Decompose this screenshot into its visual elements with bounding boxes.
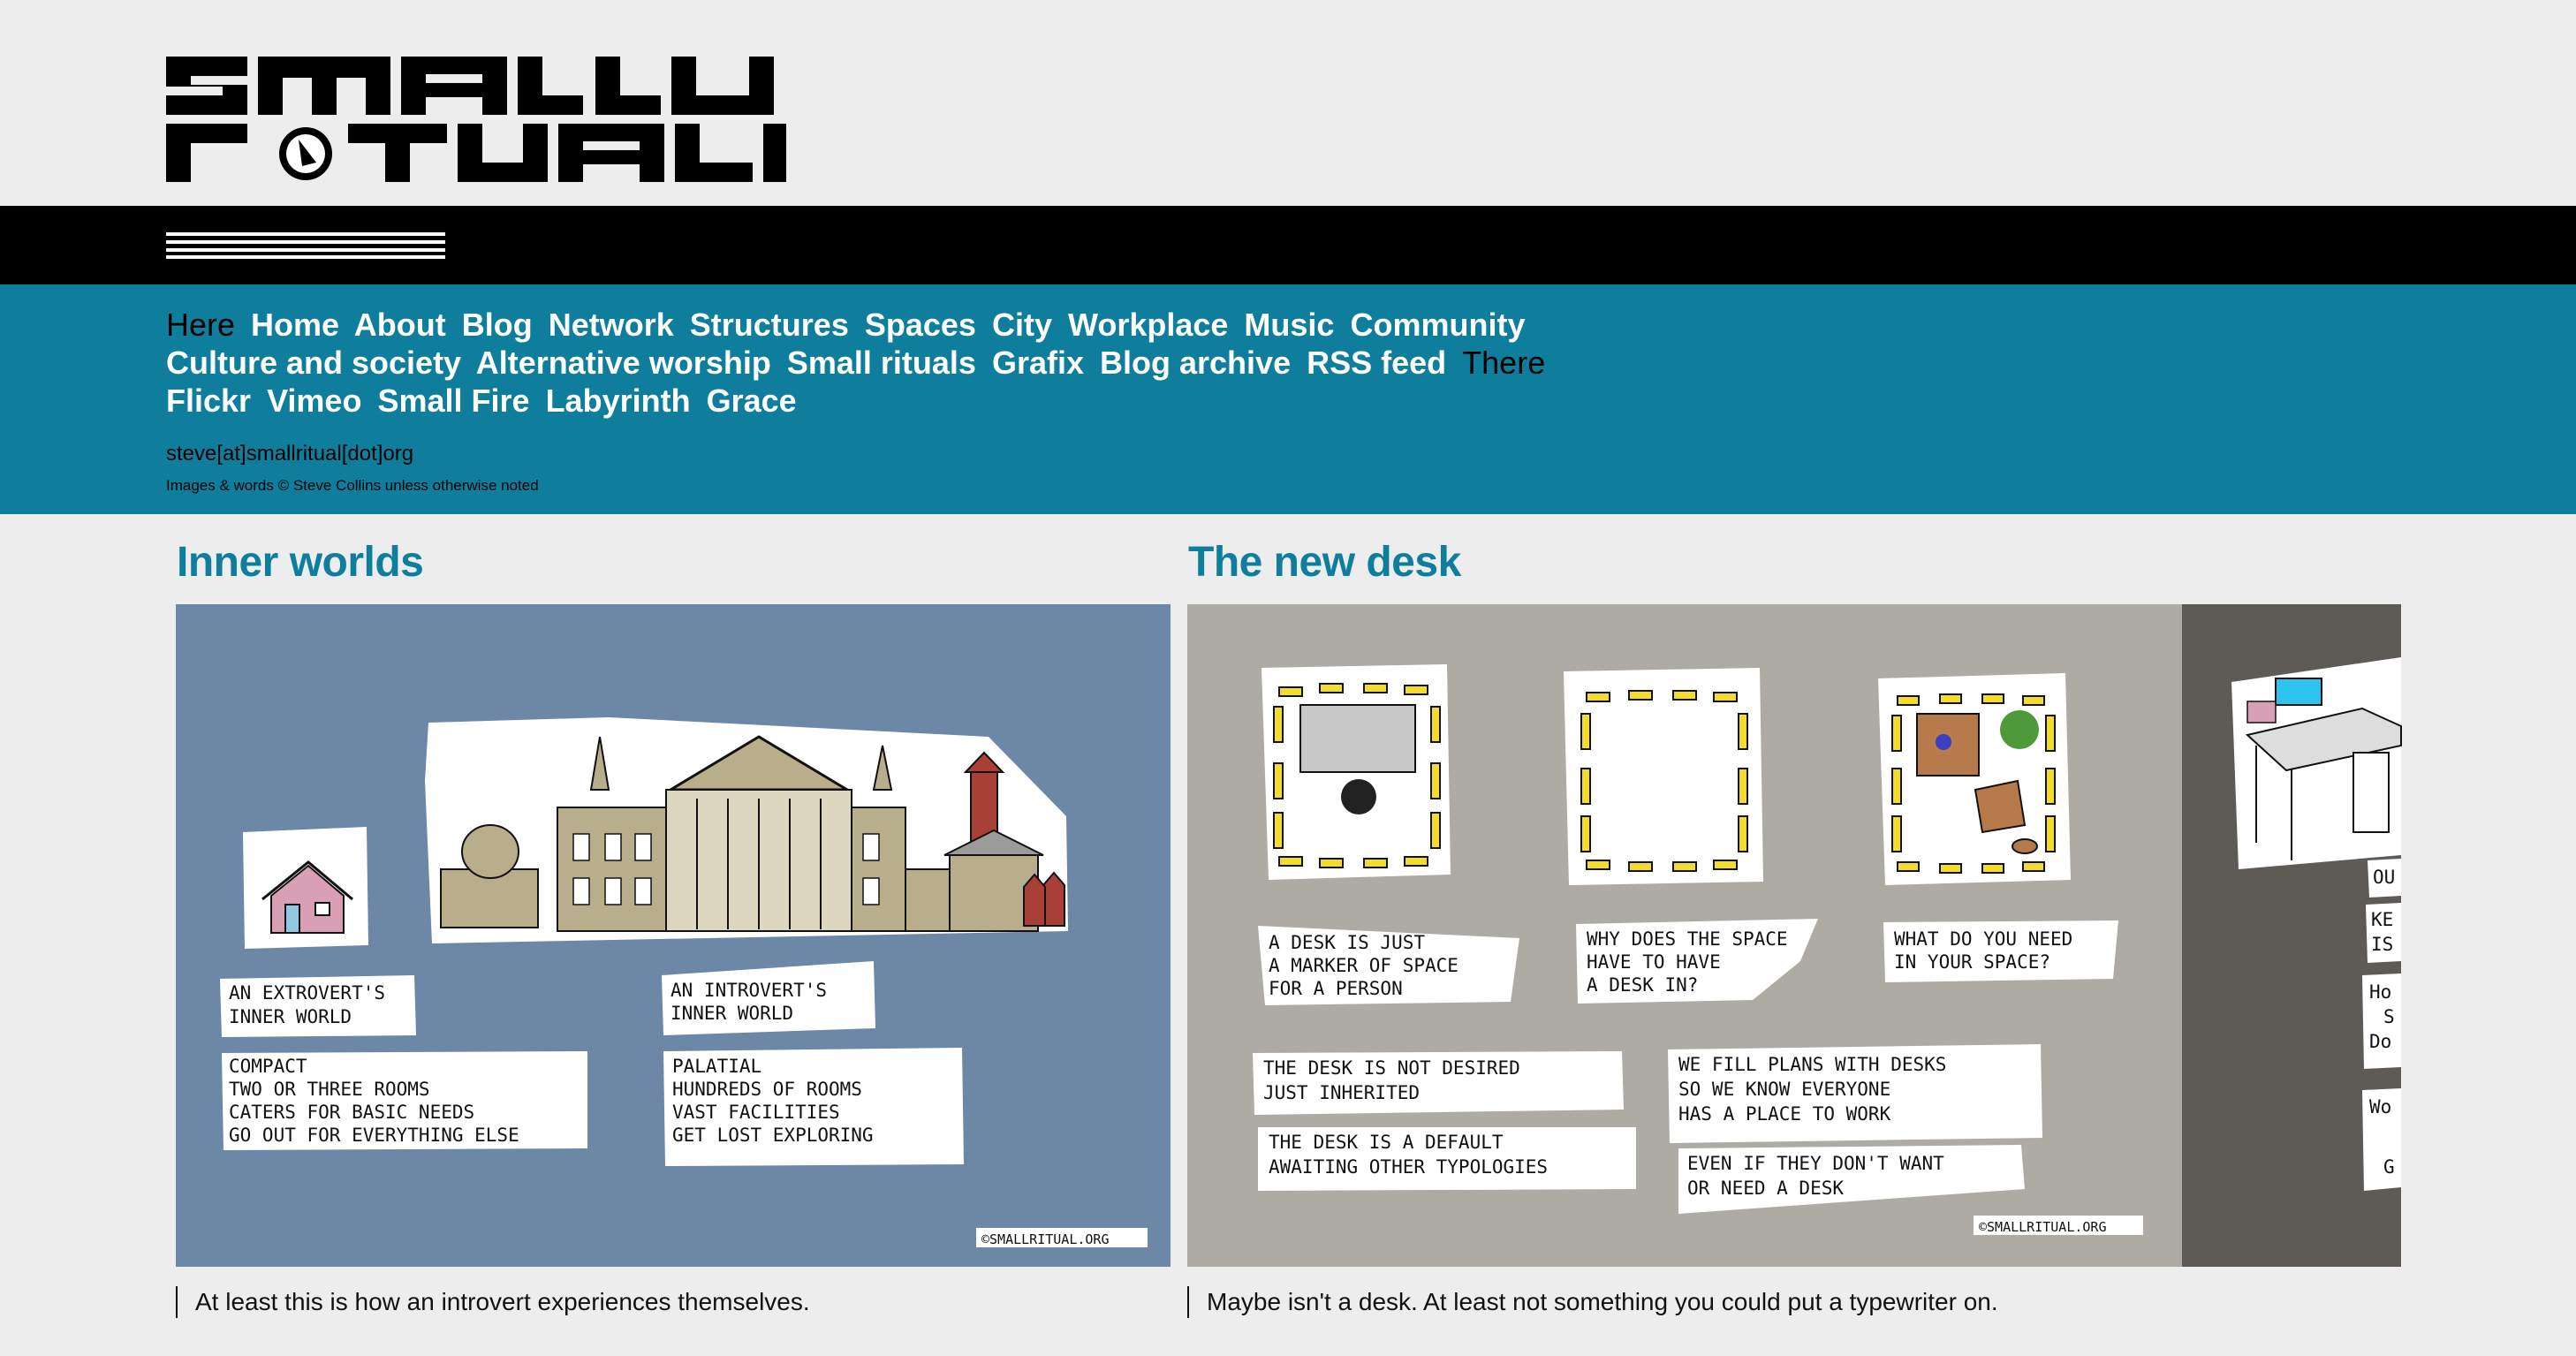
svg-text:WHY DOES THE SPACE: WHY DOES THE SPACE <box>1587 928 1788 950</box>
svg-text:AN INTROVERT'S: AN INTROVERT'S <box>671 980 828 1001</box>
svg-text:KE: KE <box>2371 909 2394 930</box>
desk-plan-3 <box>1878 673 2071 885</box>
nav-section-there: There <box>1462 345 1546 381</box>
svg-text:CATERS FOR BASIC NEEDS: CATERS FOR BASIC NEEDS <box>229 1102 475 1123</box>
svg-text:OR NEED A DESK: OR NEED A DESK <box>1687 1178 1845 1199</box>
svg-text:COMPACT: COMPACT <box>229 1056 307 1077</box>
post-inner-worlds <box>166 534 423 601</box>
nav-link-small-fire[interactable]: Small Fire <box>377 383 530 419</box>
hamburger-icon[interactable] <box>166 232 445 259</box>
post-image-inner-worlds[interactable] <box>176 604 1171 1267</box>
nav-link-about[interactable]: About <box>353 307 446 343</box>
illustration-inner-worlds <box>176 604 1171 1267</box>
nav-link-network[interactable]: Network <box>548 307 674 343</box>
svg-text:IS: IS <box>2371 934 2394 955</box>
illustration-new-desk <box>1187 604 2401 1267</box>
desk-plan-1 <box>1261 664 1451 880</box>
svg-text:A DESK IN?: A DESK IN? <box>1587 974 1699 996</box>
svg-text:VAST FACILITIES: VAST FACILITIES <box>672 1102 840 1123</box>
svg-text:PALATIAL: PALATIAL <box>672 1056 762 1077</box>
svg-text:EVEN IF THEY DON'T WANT: EVEN IF THEY DON'T WANT <box>1687 1153 1944 1174</box>
small-house-drawing <box>243 827 368 949</box>
nav-link-city[interactable]: City <box>991 307 1052 343</box>
svg-text:WHAT DO YOU NEED: WHAT DO YOU NEED <box>1894 928 2073 950</box>
svg-text:HAVE TO HAVE: HAVE TO HAVE <box>1587 951 1721 973</box>
svg-text:©SMALLRITUAL.ORG: ©SMALLRITUAL.ORG <box>981 1231 1110 1247</box>
post-new-desk <box>1178 534 1461 601</box>
svg-text:THE DESK IS NOT DESIRED: THE DESK IS NOT DESIRED <box>1263 1057 1520 1079</box>
nav-link-labyrinth[interactable]: Labyrinth <box>545 383 691 419</box>
nav-link-culture-and-society[interactable]: Culture and society <box>166 345 462 381</box>
nav-link-structures[interactable]: Structures <box>689 307 849 343</box>
nav-link-grafix[interactable]: Grafix <box>991 345 1084 381</box>
contact-email: steve[at]smallritual[dot]org <box>166 442 414 466</box>
desk-plan-2 <box>1564 668 1763 885</box>
nav-link-blog[interactable]: Blog <box>461 307 533 343</box>
svg-text:small ritual: small ritual <box>166 38 269 55</box>
header-band <box>0 206 2576 284</box>
post-caption: At least this is how an introvert experiences themselves. <box>176 1286 810 1318</box>
svg-text:Ho: Ho <box>2369 981 2392 1003</box>
nav-section-here: Here <box>166 307 236 343</box>
svg-text:A DESK IS JUST: A DESK IS JUST <box>1269 932 1426 953</box>
post-image-new-desk[interactable] <box>1187 604 2401 1267</box>
svg-text:FOR A PERSON: FOR A PERSON <box>1269 978 1403 999</box>
svg-text:WE FILL PLANS WITH DESKS: WE FILL PLANS WITH DESKS <box>1678 1054 1947 1075</box>
svg-text:OU: OU <box>2373 867 2396 888</box>
svg-text:HUNDREDS OF ROOMS: HUNDREDS OF ROOMS <box>672 1079 862 1100</box>
svg-text:G: G <box>2383 1156 2395 1178</box>
svg-text:A MARKER OF SPACE: A MARKER OF SPACE <box>1269 955 1458 976</box>
nav-link-spaces[interactable]: Spaces <box>864 307 976 343</box>
svg-text:SO WE KNOW EVERYONE: SO WE KNOW EVERYONE <box>1678 1079 1891 1100</box>
svg-text:AN EXTROVERT'S: AN EXTROVERT'S <box>229 982 386 1004</box>
post-title[interactable]: Inner worlds <box>177 539 424 586</box>
post-caption: Maybe isn't a desk. At least not something you could put a typewriter on. <box>1187 1286 1998 1318</box>
nav-link-rss-feed[interactable]: RSS feed <box>1307 345 1447 381</box>
svg-text:©SMALLRITUAL.ORG: ©SMALLRITUAL.ORG <box>1979 1219 2107 1235</box>
svg-text:THE DESK IS A DEFAULT: THE DESK IS A DEFAULT <box>1269 1132 1504 1153</box>
nav-link-workplace[interactable]: Workplace <box>1068 307 1229 343</box>
site-logo[interactable] <box>166 38 786 186</box>
iso-desk-drawing <box>2231 657 2401 869</box>
nav-link-community[interactable]: Community <box>1350 307 1526 343</box>
nav-link-home[interactable]: Home <box>251 307 340 343</box>
site-nav <box>166 306 1597 420</box>
nav-link-flickr[interactable]: Flickr <box>166 383 252 419</box>
svg-text:AWAITING OTHER TYPOLOGIES: AWAITING OTHER TYPOLOGIES <box>1269 1156 1549 1178</box>
nav-band <box>0 284 2576 514</box>
logo-wordmark <box>166 38 786 186</box>
svg-text:INNER WORLD: INNER WORLD <box>671 1003 794 1024</box>
svg-text:GET LOST EXPLORING: GET LOST EXPLORING <box>672 1125 874 1146</box>
svg-text:HAS A PLACE TO WORK: HAS A PLACE TO WORK <box>1678 1103 1891 1125</box>
svg-text:IN YOUR SPACE?: IN YOUR SPACE? <box>1894 951 2051 973</box>
svg-text:S: S <box>2383 1006 2395 1027</box>
svg-text:GO OUT FOR EVERYTHING ELSE: GO OUT FOR EVERYTHING ELSE <box>229 1125 519 1146</box>
nav-link-vimeo[interactable]: Vimeo <box>267 383 362 419</box>
nav-link-blog-archive[interactable]: Blog archive <box>1100 345 1292 381</box>
nav-link-grace[interactable]: Grace <box>706 383 797 419</box>
nav-link-alternative-worship[interactable]: Alternative worship <box>475 345 771 381</box>
svg-text:Do: Do <box>2369 1031 2392 1052</box>
svg-text:TWO OR THREE ROOMS: TWO OR THREE ROOMS <box>229 1079 430 1100</box>
svg-text:JUST INHERITED: JUST INHERITED <box>1263 1082 1421 1103</box>
copyright-notice: Images & words © Steve Collins unless otherwise noted <box>166 477 539 494</box>
svg-text:Wo: Wo <box>2369 1096 2392 1117</box>
post-title[interactable]: The new desk <box>1188 539 1461 586</box>
palace-drawing <box>425 717 1068 943</box>
svg-text:INNER WORLD: INNER WORLD <box>229 1006 352 1027</box>
compass-icon <box>286 134 325 173</box>
nav-link-small-rituals[interactable]: Small rituals <box>786 345 976 381</box>
nav-link-music[interactable]: Music <box>1244 307 1335 343</box>
